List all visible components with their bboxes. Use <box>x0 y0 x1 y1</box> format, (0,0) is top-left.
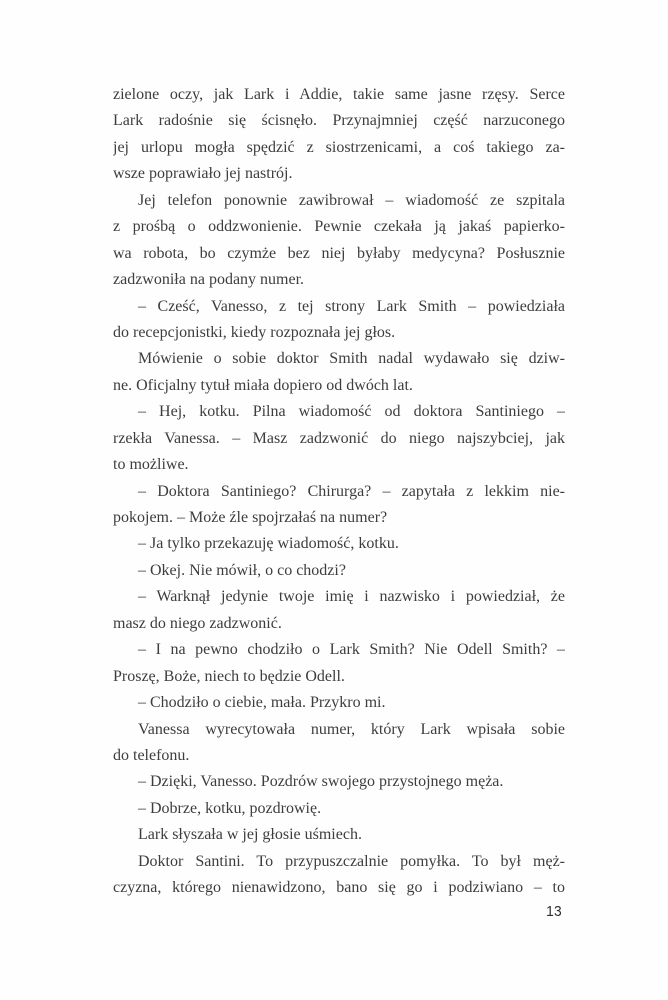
text-line: ne. Oficjalny tytuł miała dopiero od dwóch lat. <box>113 376 413 394</box>
text-line: – Doktora Santiniego? Chirurga? – zapytała z lekkim nie- <box>138 482 565 500</box>
text-line: jej urlopu mogła spędzić z siostrzenicami, a coś takiego za- <box>113 138 565 156</box>
paragraph <box>113 690 565 716</box>
text-line: do telefonu. <box>113 746 190 764</box>
text-line: – Chodziło o ciebie, mała. Przykro mi. <box>138 694 386 712</box>
page-number: 13 <box>546 903 562 920</box>
text-line: – Hej, kotku. Pilna wiadomość od doktora Santiniego – <box>138 403 565 421</box>
text-line: wa robota, bo czymże bez niej byłaby medycyna? Posłusznie <box>113 244 565 262</box>
paragraph <box>113 346 565 399</box>
paragraph <box>113 796 565 822</box>
paragraph <box>113 531 565 557</box>
text-line: – Ja tylko przekazuję wiadomość, kotku. <box>138 535 399 553</box>
paragraph <box>113 82 565 188</box>
paragraph <box>113 717 565 770</box>
text-line: pokojem. – Może źle spojrzałaś na numer? <box>113 509 388 526</box>
paragraph <box>113 188 565 294</box>
body-text <box>113 82 565 902</box>
paragraph <box>113 822 565 848</box>
text-line: z prośbą o oddzwonienie. Pewnie czekała ją jakaś papierko- <box>113 218 565 236</box>
text-line: – Cześć, Vanesso, z tej strony Lark Smith – powiedziała <box>138 297 565 315</box>
text-line: zielone oczy, jak Lark i Addie, takie same jasne rzęsy. Serce <box>113 86 565 103</box>
text-line: – Dzięki, Vanesso. Pozdrów swojego przystojnego męża. <box>138 773 504 791</box>
text-line: do recepcjonistki, kiedy rozpoznała jej głos. <box>113 323 396 341</box>
paragraph <box>113 769 565 795</box>
text-line: – Warknął jedynie twoje imię i nazwisko i powiedział, że <box>138 588 565 606</box>
text-line: Lark radośnie się ścisnęło. Przynajmniej część narzuconego <box>113 112 565 130</box>
text-line: czyzna, którego nienawidzono, bano się go i podziwiano – to <box>113 879 565 897</box>
paragraph <box>113 637 565 690</box>
paragraph <box>113 479 565 532</box>
text-line: zadzwoniła na podany numer. <box>113 271 305 289</box>
paragraph <box>113 558 565 584</box>
text-line: rzekła Vanessa. – Masz zadzwonić do niego najszybciej, jak <box>113 429 565 447</box>
text-line: Lark słyszała w jej głosie uśmiech. <box>138 826 362 844</box>
text-line: masz do niego zadzwonić. <box>113 614 282 632</box>
text-line: Vanessa wyrecytowała numer, który Lark wpisała sobie <box>138 720 565 738</box>
text-line: Doktor Santini. To przypuszczalnie pomyłka. To był męż- <box>138 852 565 870</box>
text-line: – Dobrze, kotku, pozdrowię. <box>138 799 322 817</box>
text-line: Jej telefon ponownie zawibrował – wiadomość ze szpitala <box>138 191 565 209</box>
text-line: – I na pewno chodziło o Lark Smith? Nie Odell Smith? – <box>138 641 565 659</box>
text-line: Mówienie o sobie doktor Smith nadal wydawało się dziw- <box>138 350 565 368</box>
text-line: to możliwe. <box>113 456 189 474</box>
paragraph <box>113 849 565 902</box>
paragraph <box>113 294 565 347</box>
text-line: wsze poprawiało jej nastrój. <box>113 165 293 183</box>
text-line: – Okej. Nie mówił, o co chodzi? <box>138 561 346 579</box>
text-line: Proszę, Boże, niech to będzie Odell. <box>113 667 345 685</box>
paragraph <box>113 399 565 478</box>
paragraph <box>113 584 565 637</box>
